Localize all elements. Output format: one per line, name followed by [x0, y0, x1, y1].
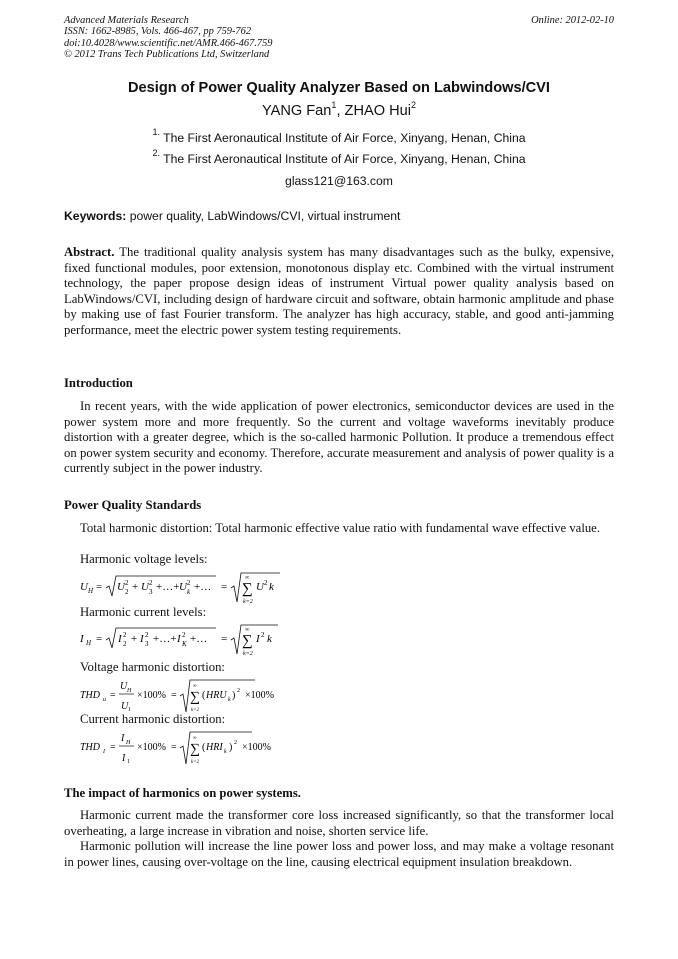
- voltage-levels-label: Harmonic voltage levels:: [80, 552, 208, 566]
- svg-text:2: 2: [182, 631, 186, 639]
- svg-text:I: I: [118, 633, 122, 645]
- svg-text:H: H: [126, 740, 131, 746]
- svg-text:=: =: [171, 742, 177, 753]
- affiliation-text: The First Aeronautical Institute of Air Force, Xinyang, Henan, China: [159, 152, 526, 166]
- svg-text:×100%: ×100%: [242, 742, 271, 753]
- author-separator: ,: [336, 103, 345, 119]
- svg-text:): ): [229, 742, 233, 753]
- voltage-thd-formula: [80, 676, 300, 716]
- svg-text:+…: +…: [190, 633, 208, 645]
- svg-text:2: 2: [264, 579, 268, 587]
- author-sup: 2: [411, 100, 417, 110]
- svg-text:U: U: [121, 701, 129, 712]
- svg-text:2: 2: [145, 631, 149, 639]
- doi: doi:10.4028/www.scientific.net/AMR.466-467.759: [64, 37, 273, 49]
- svg-text:=: =: [221, 581, 228, 593]
- keywords: [64, 209, 400, 223]
- impact-paragraph: Harmonic pollution will increase the line power loss and power loss, and may make a voltage resonant in power lines, causing over-voltage on the line, causing electrical equipment insulation breakdown.: [64, 839, 614, 869]
- issn: ISSN: 1662-8985, Vols. 466-467, pp 759-762: [64, 26, 252, 38]
- svg-text:I: I: [177, 633, 181, 645]
- voltage-distortion-label: Voltage harmonic distortion:: [80, 660, 225, 674]
- online-date: Online: 2012-02-10: [531, 15, 614, 26]
- svg-text:k=2: k=2: [191, 708, 200, 713]
- svg-text:k=2: k=2: [191, 760, 200, 765]
- svg-text:=: =: [110, 742, 116, 753]
- svg-text:H: H: [127, 688, 132, 694]
- standards-paragraph: Total harmonic distortion: Total harmonic effective value ratio with fundamental wave effective value.: [80, 521, 600, 535]
- section-heading: The impact of harmonics on power systems.: [64, 786, 301, 800]
- svg-text:HRU: HRU: [206, 690, 227, 701]
- svg-text:∑: ∑: [242, 633, 253, 649]
- svg-text:+…+: +…+: [156, 581, 180, 593]
- copyright: © 2012 Trans Tech Publications Ltd, Switzerland: [64, 48, 270, 60]
- current-distortion-label: Current harmonic distortion:: [80, 712, 226, 726]
- affiliation-text: The First Aeronautical Institute of Air Force, Xinyang, Henan, China: [159, 131, 526, 145]
- svg-text:=: =: [221, 633, 228, 645]
- svg-text:∑: ∑: [242, 581, 253, 597]
- svg-text:I: I: [122, 753, 126, 764]
- voltage-levels-formula: [80, 570, 290, 606]
- svg-text:I: I: [256, 633, 260, 645]
- svg-text:U: U: [117, 581, 125, 593]
- affiliation-sup: 2.: [152, 148, 160, 158]
- affiliation: [0, 127, 678, 145]
- svg-text:k: k: [267, 633, 272, 645]
- affiliation: [0, 148, 678, 166]
- author-sup: 1: [331, 100, 337, 110]
- abstract: [64, 245, 614, 339]
- svg-text:3: 3: [145, 640, 149, 648]
- svg-text:2: 2: [237, 688, 240, 694]
- svg-text:∞: ∞: [193, 684, 197, 689]
- svg-text:3: 3: [149, 588, 153, 596]
- svg-text:∞: ∞: [193, 736, 197, 741]
- svg-text:∑: ∑: [190, 742, 200, 757]
- svg-text:(: (: [202, 690, 206, 701]
- svg-text:∑: ∑: [190, 690, 200, 705]
- svg-text:I: I: [121, 733, 125, 744]
- keywords-text: power quality, LabWindows/CVI, virtual instrument: [129, 209, 401, 223]
- svg-text:I: I: [140, 633, 144, 645]
- svg-text:I: I: [103, 749, 105, 755]
- svg-text:1: 1: [127, 759, 130, 765]
- current-levels-label: Harmonic current levels:: [80, 605, 207, 619]
- svg-text:THD: THD: [80, 742, 101, 753]
- svg-text:+…: +…: [194, 581, 212, 593]
- author-line: [0, 100, 678, 119]
- author-name: YANG Fan: [261, 103, 332, 119]
- svg-text:∞: ∞: [245, 627, 250, 633]
- svg-text:∞: ∞: [245, 575, 250, 581]
- svg-text:×100%: ×100%: [245, 690, 274, 701]
- svg-text:k: k: [224, 749, 227, 755]
- svg-text:K: K: [182, 640, 187, 648]
- svg-text:2: 2: [123, 631, 127, 639]
- svg-text:=: =: [96, 581, 103, 593]
- svg-text:k: k: [269, 581, 274, 593]
- svg-text:U: U: [179, 581, 187, 593]
- svg-text:2: 2: [187, 579, 191, 587]
- svg-text:2: 2: [125, 579, 129, 587]
- current-thd-formula: [80, 728, 300, 768]
- svg-text:=: =: [171, 690, 177, 701]
- abstract-text: The traditional quality analysis system has many disadvantages such as the bulky, expensive, fixed functional modules, poor extension, monotonous display etc. Combined with the virtual instrument technology, the paper propose design ideas of instrument Virtual power quality analysis based on LabWindows/CVI, including design of hardware circuit and software, obtain harmonic amplitude and phase by making use of fast Fourier transform. The analyzer has high accuracy, stable, and good anti-jamming performance, meet the electric power system testing requirements.: [64, 245, 614, 337]
- svg-text:I: I: [80, 633, 84, 645]
- svg-text:k: k: [187, 588, 191, 596]
- svg-text:2: 2: [261, 631, 265, 639]
- svg-text:U: U: [120, 681, 128, 692]
- svg-text:1: 1: [128, 707, 131, 713]
- svg-text:u: u: [103, 697, 106, 703]
- svg-text:2: 2: [123, 640, 127, 648]
- svg-text:2: 2: [125, 588, 129, 596]
- svg-text:U: U: [80, 581, 88, 593]
- svg-text:=: =: [110, 690, 116, 701]
- svg-text:HRI: HRI: [206, 742, 223, 753]
- svg-text:k=2: k=2: [243, 599, 253, 605]
- svg-text:×100%: ×100%: [137, 742, 166, 753]
- abstract-label: Abstract.: [64, 245, 115, 259]
- svg-text:=: =: [96, 633, 103, 645]
- svg-text:(: (: [202, 742, 206, 753]
- svg-text:H: H: [88, 587, 94, 595]
- introduction-paragraph: In recent years, with the wide application of power electronics, semiconductor devices are used in the power system more and more frequently. So the current and voltage waveforms inevitably produce distortion with a greater degree, which is the so-called harmonic Pollution. It produce a tremendous effect on power system security and economy. Therefore, accurate measurement and analysis of power quality is a currently subject in the power industry.: [64, 399, 614, 476]
- svg-text:k=2: k=2: [243, 651, 253, 657]
- current-levels-formula: [80, 622, 290, 658]
- svg-text:+…+: +…+: [153, 633, 177, 645]
- svg-text:2: 2: [149, 579, 153, 587]
- svg-text:+: +: [131, 633, 138, 645]
- svg-text:U: U: [141, 581, 149, 593]
- impact-paragraph: Harmonic current made the transformer core loss increased significantly, so that the transformer local overheating, a large increase in vibration and noise, shorten service life.: [64, 808, 614, 838]
- svg-text:2: 2: [234, 740, 237, 746]
- section-heading: Power Quality Standards: [64, 498, 202, 512]
- running-header: [64, 15, 614, 60]
- svg-text:H: H: [86, 639, 92, 647]
- paper-title: Design of Power Quality Analyzer Based on Labwindows/CVI: [128, 80, 550, 96]
- svg-text:k: k: [228, 697, 231, 703]
- journal-name: Advanced Materials Research: [64, 15, 189, 26]
- keywords-label: Keywords:: [64, 209, 127, 223]
- section-heading: Introduction: [64, 376, 133, 390]
- email[interactable]: glass121@163.com: [285, 174, 393, 188]
- svg-text:×100%: ×100%: [137, 690, 166, 701]
- svg-text:): ): [232, 690, 236, 701]
- svg-text:U: U: [256, 581, 264, 593]
- svg-text:+: +: [132, 581, 139, 593]
- svg-text:THD: THD: [80, 690, 101, 701]
- affiliation-sup: 1.: [152, 127, 160, 137]
- author-name: ZHAO Hui: [344, 103, 412, 119]
